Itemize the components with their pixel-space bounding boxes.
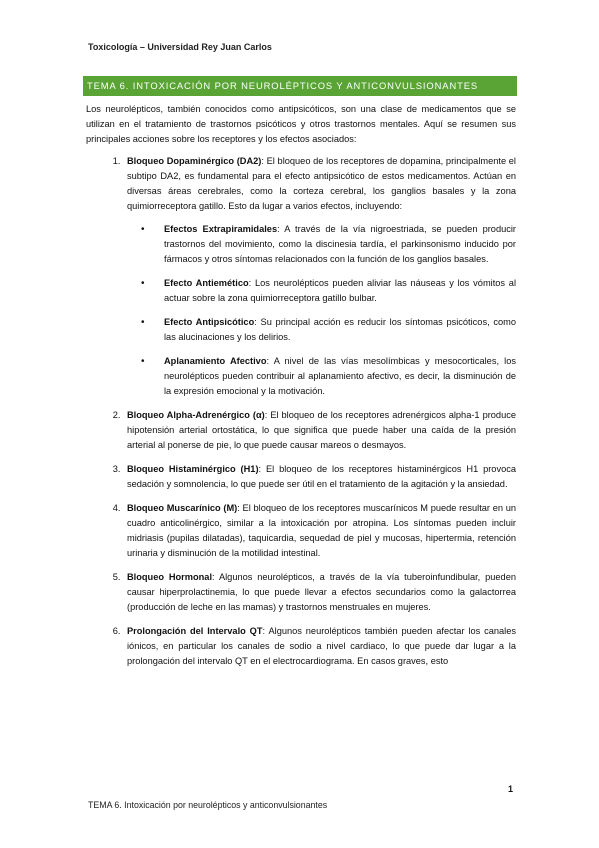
list-item-text: : Algunos neurolépticos también pueden afectar los canales iónicos, en particular los canales de sodio a nivel cardiaco, lo que puede dar lugar a la prolongación del intervalo QT en el electrocardiograma. En casos graves, esto	[127, 626, 516, 666]
list-item-title: Bloqueo Hormonal	[127, 572, 213, 582]
sub-item-title: Aplanamiento Afectivo	[164, 356, 267, 366]
sub-item-title: Efecto Antiemético	[164, 278, 249, 288]
receptor-list	[86, 154, 516, 669]
list-item-text: : El bloqueo de los receptores histaminérgicos H1 provoca sedación y somnolencia, lo que puede ser útil en el tratamiento de la agitación y la ansiedad.	[127, 464, 516, 489]
list-item-text: : El bloqueo de los receptores muscarínicos M puede resultar en un cuadro anticolinérgico, similar a la intoxicación por atropina. Los síntomas pueden incluir midriasis (pupilas dilatadas), taquicardia, sequedad de piel y mucosas, hipertermia, retención urinaria y disminución de la motilidad intestinal.	[127, 503, 516, 558]
page-header: Toxicología – Universidad Rey Juan Carlos	[88, 42, 272, 52]
list-item-title: Prolongación del Intervalo QT	[127, 626, 263, 636]
list-item-text: : El bloqueo de los receptores de dopamina, principalmente el subtipo DA2, es fundamental para el efecto antipsicótico de estos medicamentos. Actúan en diversas áreas cerebrales, como la corteza cerebral, los ganglios basales y la zona quimiorreceptora gatillo. Esto da lugar a varios efectos, incluyendo:	[127, 156, 516, 211]
sub-list-item	[164, 315, 516, 345]
sub-list-item	[164, 276, 516, 306]
list-item-title: Bloqueo Histaminérgico (H1)	[127, 464, 259, 474]
list-item	[123, 624, 516, 669]
list-item	[123, 462, 516, 492]
page-footer: TEMA 6. Intoxicación por neurolépticos y anticonvulsionantes	[88, 800, 328, 810]
sub-item-text: : Su principal acción es reducir los síntomas psicóticos, como las alucinaciones y los delirios.	[164, 317, 516, 342]
sub-list-item	[164, 222, 516, 267]
list-item-text: : Algunos neurolépticos, a través de la vía tuberoinfundibular, pueden causar hiperprolactinemia, lo que puede llevar a efectos secundarios como la galactorrea (producción de leche en las mamas) y trastornos menstruales en mujeres.	[127, 572, 516, 612]
sub-item-title: Efectos Extrapiramidales	[164, 224, 278, 234]
list-item	[123, 570, 516, 615]
sub-list	[127, 222, 516, 399]
document-body	[86, 102, 516, 678]
list-item-title: Bloqueo Dopaminérgico (DA2)	[127, 156, 262, 166]
list-item-text: : El bloqueo de los receptores adrenérgicos alpha-1 produce hipotensión arterial ortostática, lo que significa que puede haber una caída de la presión arterial al ponerse de pie, lo que puede causar mareos o desmayos.	[127, 410, 516, 450]
list-item	[123, 501, 516, 561]
list-item-title: Bloqueo Muscarínico (M)	[127, 503, 238, 513]
list-item	[123, 408, 516, 453]
sub-list-item	[164, 354, 516, 399]
list-item	[123, 154, 516, 399]
list-item-title: Bloqueo Alpha-Adrenérgico (α)	[127, 410, 265, 420]
page-number: 1	[508, 784, 514, 794]
section-title-banner: TEMA 6. INTOXICACIÓN POR NEUROLÉPTICOS Y ANTICONVULSIONANTES	[83, 76, 517, 96]
sub-item-text: : Los neurolépticos pueden aliviar las náuseas y los vómitos al actuar sobre la zona quimiorreceptora gatillo bulbar.	[164, 278, 517, 303]
sub-item-text: : A través de la vía nigroestriada, se pueden producir trastornos del movimiento, como la discinesia tardía, el parkinsonismo inducido por fármacos y otros síntomas relacionados con la función de los ganglios basales.	[164, 224, 516, 264]
intro-paragraph: Los neurolépticos, también conocidos como antipsicóticos, son una clase de medicamentos que se utilizan en el tratamiento de trastornos psicóticos y otros trastornos mentales. Aquí se resumen sus principales acciones sobre los receptores y los efectos asociados:	[86, 104, 516, 144]
sub-item-text: : A nivel de las vías mesolímbicas y mesocorticales, los neurolépticos pueden contribuir al aplanamiento afectivo, es decir, la disminución de la expresión emocional y la motivación.	[164, 356, 517, 396]
sub-item-title: Efecto Antipsicótico	[164, 317, 255, 327]
